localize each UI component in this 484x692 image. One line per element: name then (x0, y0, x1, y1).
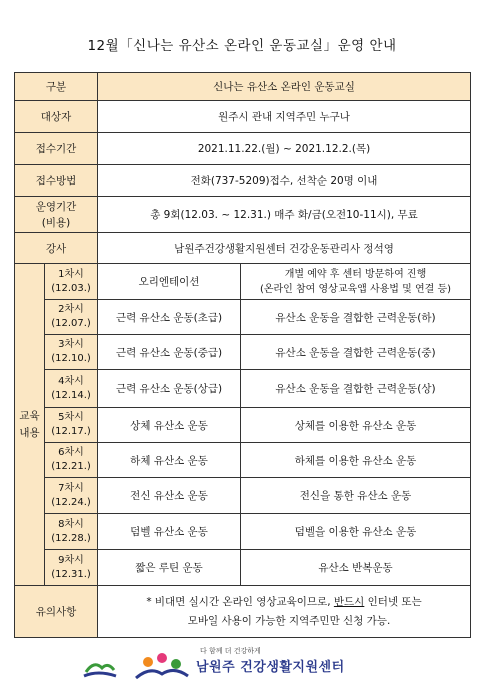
notice-line1 (98, 593, 470, 612)
session-no: 6차시 (58, 447, 84, 458)
label-target: 대상자 (15, 101, 98, 133)
session-program: 근력 유산소 운동(중급) (98, 335, 241, 370)
session-number (45, 300, 98, 335)
session-no: 1차시 (58, 268, 84, 280)
value-reception-period: 2021.11.22.(월) ~ 2021.12.2.(목) (98, 133, 471, 165)
session-row (15, 550, 471, 586)
session-desc: 유산소 운동을 결합한 근력운동(하) (241, 300, 471, 335)
value-target: 원주시 관내 지역주민 누구나 (98, 101, 471, 133)
session-program: 근력 유산소 운동(상급) (98, 370, 241, 408)
session-date: (12.31.) (51, 568, 91, 580)
session-program: 전신 유산소 운동 (98, 478, 241, 514)
center-emblem (136, 653, 188, 678)
session-number (45, 370, 98, 408)
session-no: 9차시 (58, 554, 84, 566)
session-date: (12.17.) (51, 426, 91, 437)
session-row (15, 264, 471, 300)
session-row (15, 478, 471, 514)
label-education-line1: 교육 (19, 409, 40, 422)
label-instructor: 강사 (15, 233, 98, 264)
value-category: 신나는 유산소 온라인 운동교실 (98, 73, 471, 101)
session-desc-line1: 개별 예약 후 센터 방문하여 진행 (284, 268, 427, 280)
session-no: 7차시 (58, 482, 84, 494)
label-category: 구분 (15, 73, 98, 101)
session-row (15, 443, 471, 478)
label-education (15, 264, 45, 586)
session-date: (12.24.) (51, 496, 91, 508)
value-notice (98, 586, 471, 638)
footer-tagline: 다 함께 더 건강하게 (200, 647, 261, 655)
notice-text-c: 인터넷 또는 (364, 595, 422, 608)
label-operation-line1: 운영기간 (35, 200, 77, 213)
session-program: 오리엔테이션 (98, 264, 241, 300)
session-number (45, 264, 98, 300)
info-table (14, 72, 471, 638)
label-reception-period: 접수기간 (15, 133, 98, 165)
session-number (45, 443, 98, 478)
session-program: 근력 유산소 운동(초급) (98, 300, 241, 335)
session-desc: 덤벨을 이용한 유산소 운동 (241, 514, 471, 550)
wonju-city-logo (84, 665, 116, 676)
session-desc: 전신을 통한 유산소 운동 (241, 478, 471, 514)
value-reception-method: 전화(737-5209)접수, 선착순 20명 이내 (98, 165, 471, 197)
session-desc-line2: (온라인 참여 영상교육앱 사용법 및 연결 등) (259, 283, 452, 295)
session-date: (12.14.) (51, 389, 91, 401)
session-row (15, 300, 471, 335)
session-no: 5차시 (58, 412, 84, 423)
session-desc: 유산소 반복운동 (241, 550, 471, 586)
session-number (45, 514, 98, 550)
session-desc: 유산소 운동을 결합한 근력운동(상) (241, 370, 471, 408)
label-notice: 유의사항 (15, 586, 98, 638)
row-category (15, 73, 471, 101)
session-number (45, 408, 98, 443)
session-number (45, 478, 98, 514)
value-instructor: 남원주건강생활지원센터 건강운동관리사 정석영 (98, 233, 471, 264)
session-desc (241, 264, 471, 300)
notice-text-a: * 비대면 실시간 온라인 영상교육이므로, (146, 595, 334, 608)
session-desc: 하체를 이용한 유산소 운동 (241, 443, 471, 478)
row-operation-period (15, 197, 471, 233)
session-desc: 유산소 운동을 결합한 근력운동(중) (241, 335, 471, 370)
session-no: 4차시 (58, 375, 84, 387)
session-row (15, 335, 471, 370)
session-no: 2차시 (58, 304, 84, 315)
session-no: 3차시 (58, 339, 84, 350)
notice-line2: 모바일 사용이 가능한 지역주민만 신청 가능. (187, 614, 391, 627)
session-date: (12.07.) (51, 318, 91, 329)
session-row (15, 408, 471, 443)
session-date: (12.03.) (51, 282, 91, 294)
session-date: (12.10.) (51, 353, 91, 364)
label-education-line2: 내용 (19, 426, 40, 439)
label-operation-line2: (비용) (41, 216, 71, 229)
session-program: 하체 유산소 운동 (98, 443, 241, 478)
label-reception-method: 접수방법 (15, 165, 98, 197)
row-instructor (15, 233, 471, 264)
session-row (15, 370, 471, 408)
session-desc: 상체를 이용한 유산소 운동 (241, 408, 471, 443)
session-number (45, 335, 98, 370)
row-notice (15, 586, 471, 638)
label-operation-period (15, 197, 98, 233)
value-operation-period: 총 9회(12.03. ~ 12.31.) 매주 화/금(오전10-11시), 무료 (98, 197, 471, 233)
row-reception-period (15, 133, 471, 165)
page-title: 12월「신나는 유산소 온라인 운동교실」운영 안내 (87, 38, 397, 54)
row-target (15, 101, 471, 133)
session-row (15, 514, 471, 550)
row-reception-method (15, 165, 471, 197)
notice-emphasis: 반드시 (333, 595, 365, 608)
footer-org-name: 남원주 건강생활지원센터 (196, 660, 345, 675)
session-program: 짧은 루틴 운동 (98, 550, 241, 586)
session-date: (12.28.) (51, 532, 91, 544)
session-number (45, 550, 98, 586)
session-date: (12.21.) (51, 461, 91, 472)
session-program: 덤벨 유산소 운동 (98, 514, 241, 550)
session-program: 상체 유산소 운동 (98, 408, 241, 443)
session-no: 8차시 (58, 518, 84, 530)
